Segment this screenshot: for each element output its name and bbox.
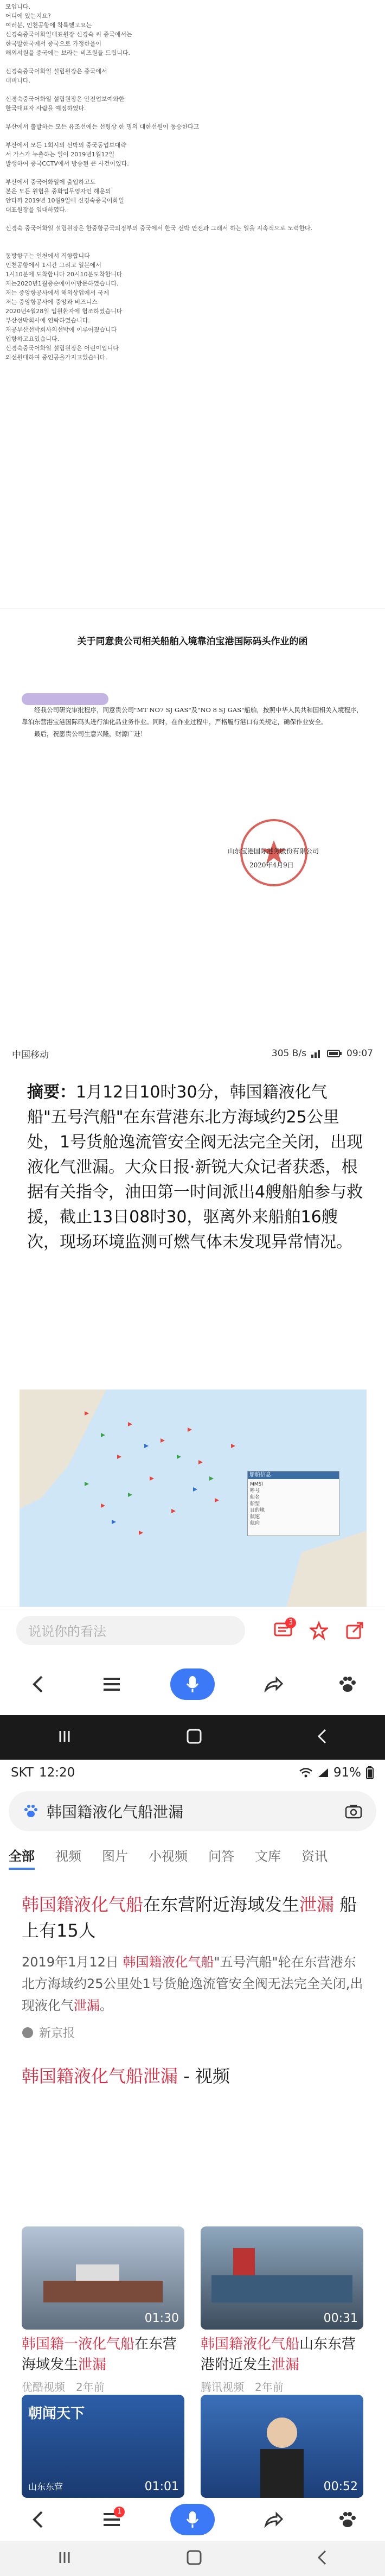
wifi-icon <box>299 1767 313 1778</box>
search-bar[interactable] <box>9 1791 376 1831</box>
post-line: 신경숙 중국어화일 설립원장은 한중항공국의정부의 중국에서 한국 선박 안전과 그래서 하는 일을 지속적으로 노력한다. <box>5 225 313 232</box>
baidu-paw-icon <box>23 1803 39 1819</box>
post-line: 인천공항에서 1시간 그리고 일본에서 <box>5 262 101 269</box>
video-title-text: 在东营海域发生 <box>22 2336 177 2373</box>
source-name: 新京报 <box>39 2027 75 2040</box>
share-icon <box>345 1621 364 1640</box>
post-line: 본은 모든 원협을 중화업무영자인 해운의 <box>5 188 111 195</box>
recent-apps-icon <box>56 1728 73 1744</box>
panel-line: 航速 <box>250 1514 260 1520</box>
post-line: 신경숙중국어화일 설립원장은 어린이입니다 <box>5 345 119 352</box>
forward-icon <box>264 1676 283 1692</box>
panel-title: 船舶信息 <box>248 1471 339 1479</box>
back-button[interactable] <box>21 1668 54 1701</box>
chevron-left-icon <box>31 2510 44 2529</box>
snippet-text: "五号汽船"轮在东营港东北方海域约25公里处1号货舱逸流管安全阀无法完全关闭,出现液化气 <box>22 1955 363 2013</box>
snippet-highlight: 韩国籍液化气船 <box>123 1955 214 1970</box>
video-duration: 01:01 <box>144 2480 179 2493</box>
android-system-bar <box>0 2541 385 2576</box>
video-title-highlight: 韩国籍液化气船泄漏 <box>22 2066 178 2086</box>
panel-line: 呼号 <box>250 1488 260 1494</box>
video-card[interactable] <box>22 2226 184 2394</box>
post-line: 동방항구는 인천에서 직항합니다 <box>5 252 90 259</box>
system-back-button[interactable] <box>316 1728 329 1747</box>
article-summary <box>0 1065 385 1255</box>
forward-share-button[interactable] <box>257 1668 290 1701</box>
post-line: 저는 중앙항공사에 중앙과 비즈니스 <box>5 299 98 306</box>
title-highlight: 泄漏 <box>299 1894 335 1915</box>
post-line: 서 가스가 누출하는 일이 2019년1월12일 <box>5 151 115 158</box>
carrier-label: 中国移动 <box>12 1049 49 1061</box>
post-line: 모입니다. <box>5 3 31 10</box>
home-button[interactable] <box>185 2549 203 2568</box>
blank-line <box>5 168 380 177</box>
microphone-icon <box>186 1675 199 1693</box>
video-title-text: - 视频 <box>178 2066 230 2086</box>
clock: 09:07 <box>347 1048 373 1059</box>
result-title[interactable] <box>22 1892 363 1944</box>
video-thumbnail[interactable] <box>22 2395 184 2498</box>
video-section-title[interactable] <box>0 2063 385 2088</box>
result-source <box>22 2024 363 2041</box>
tab-video[interactable]: 视频 <box>55 1849 81 1864</box>
video-duration: 00:52 <box>323 2480 358 2493</box>
post-line: 어디에 있는지요? <box>5 12 51 20</box>
menu-icon <box>102 1676 121 1692</box>
video-card[interactable] <box>201 2395 363 2498</box>
video-duration: 01:30 <box>144 2312 179 2325</box>
letter-body <box>22 704 363 740</box>
camera-icon[interactable] <box>345 1804 362 1819</box>
post-line: 입항하고요있습니다. <box>5 335 60 342</box>
panel-line: 船名 <box>250 1495 260 1500</box>
comment-bar <box>0 1607 385 1653</box>
blank-line <box>5 58 380 67</box>
paw-button[interactable] <box>331 2503 364 2536</box>
redaction-mark <box>22 693 108 705</box>
letter-paragraph: 经我公司研究审批程序，同意贵公司"MT NO7 SJ GAS"及"NO 8 SJ GAS"船舶，按照中华人民共和国相关入境程序，靠泊东营港宝港国际码头进行油化品业务作业。同时，在作业过程中，严格履行港口有关规定，确保作业安全。 <box>22 706 363 726</box>
back-arrow-icon <box>316 2549 329 2566</box>
blank-line <box>5 214 380 224</box>
home-icon <box>185 1728 203 1745</box>
share-button[interactable] <box>341 1616 369 1645</box>
video-age: 2年前 <box>76 2381 105 2394</box>
recent-apps-button[interactable] <box>56 2549 73 2568</box>
browser-nav-bar <box>0 2498 385 2541</box>
video-title-highlight: 泄漏 <box>271 2357 300 2373</box>
microphone-icon <box>186 2510 199 2529</box>
video-card[interactable] <box>22 2395 184 2498</box>
summary-label: 摘要： <box>27 1083 76 1102</box>
post-line: 여러분, 인천공항에 착륙했고요는 <box>5 22 92 29</box>
post-line: 부산에서 중국어화일에 출입하고도 <box>5 179 96 186</box>
post-line: 안타까 2019년 10월9일에 신경숙중국어화일 <box>5 197 124 204</box>
letter-title: 关于同意贵公司相关船舶入境靠泊宝港国际码头作业的函 <box>77 636 308 647</box>
video-title-highlight: 泄漏 <box>78 2357 107 2373</box>
video-age: 2年前 <box>255 2381 284 2394</box>
video-source: 优酷视频 <box>22 2381 65 2394</box>
home-icon <box>185 2549 203 2566</box>
ship-info-panel <box>247 1471 339 1536</box>
battery-icon <box>365 1766 374 1780</box>
video-title <box>22 2334 184 2375</box>
post-line: 부산선박회사에 연락하였습니다. <box>5 317 90 324</box>
video-thumbnail[interactable] <box>22 2226 184 2330</box>
video-title-text: 山东东营港附近发生 <box>201 2336 356 2373</box>
battery-icon <box>327 1049 342 1058</box>
voice-button[interactable] <box>170 1668 215 1700</box>
letter-paragraph: 最后，祝愿贵公司生意兴隆，财源广进！ <box>34 730 146 738</box>
status-bar <box>0 1760 385 1786</box>
post-line: 해외서원을 중국에는 보라는 비즈원들 드립니다. <box>5 49 131 56</box>
status-bar <box>0 1042 385 1065</box>
paw-button[interactable] <box>331 1668 364 1701</box>
program-subtitle: 山东东营 <box>28 2482 63 2492</box>
panel-line: MMSI <box>250 1482 263 1487</box>
tab-qa[interactable]: 问答 <box>208 1849 234 1864</box>
video-title-highlight: 韩国籍一液化气船 <box>22 2336 135 2352</box>
blank-line <box>5 233 380 242</box>
back-arrow-icon <box>316 1728 329 1745</box>
tab-library[interactable]: 文库 <box>255 1849 281 1864</box>
news-app-screenshot <box>0 1042 385 1715</box>
post-line: 2020년4월28일 입원환자에 협조하였습니다 <box>5 308 123 315</box>
battery-percent: 91% <box>333 1766 361 1780</box>
comment-count-badge: 3 <box>285 1617 296 1628</box>
post-line: 저공부산선박회사의선박에 이루어졌습니다 <box>5 326 117 333</box>
signal-icon <box>311 1049 323 1058</box>
video-thumbnail[interactable] <box>201 2226 363 2330</box>
post-line: 신경숙중국어화일대표원장 신경숙 씨 중국에서는 <box>5 31 132 38</box>
home-button[interactable] <box>185 1728 203 1747</box>
tab-news[interactable]: 资讯 <box>301 1849 328 1864</box>
blank-line <box>5 85 380 94</box>
tab-images[interactable]: 图片 <box>102 1849 128 1864</box>
recent-apps-button[interactable] <box>56 1728 73 1747</box>
post-line: 한국대표자 사람을 예정하였다. <box>5 105 86 112</box>
recent-apps-icon <box>56 2549 73 2566</box>
post-line: 발생하여 중국CCTV에서 방송된 큰 사건이었다. <box>5 160 129 167</box>
post-line: 한국발한국에서 중국으로 가정한을이 <box>5 40 102 47</box>
program-logo: 朝闻天下 <box>28 2406 85 2422</box>
menu-badge: 1 <box>114 2507 125 2517</box>
source-logo-icon <box>22 2027 34 2039</box>
tab-all[interactable]: 全部 <box>9 1845 35 1870</box>
letter-signature: 山东宝港国际港务股份有限公司 <box>228 847 319 855</box>
favorite-button[interactable] <box>305 1616 333 1645</box>
video-source: 腾讯视频 <box>201 2381 244 2394</box>
blank-line <box>5 131 380 141</box>
menu-button[interactable] <box>95 1668 128 1701</box>
search-query[interactable]: 韩国籍液化气船泄漏 <box>47 1803 184 1821</box>
post-line: 부산에서 모든 1회시의 선박의 중국동업보대략 <box>5 142 126 149</box>
forward-share-button[interactable] <box>257 2503 290 2536</box>
video-meta <box>201 2378 363 2394</box>
clock: 12:20 <box>39 1766 75 1780</box>
letter-date: 2020年4月9日 <box>249 861 294 869</box>
post-line: 부산에서 출발하는 모든 유조선에는 선령상 한 명의 대한선원이 동승한다고 <box>5 123 200 130</box>
comments-button[interactable] <box>269 1616 297 1645</box>
forward-icon <box>264 2511 283 2528</box>
menu-button[interactable] <box>95 2503 128 2536</box>
post-line: 신경숙중국어화일 설립원장은 안전업보예와한 <box>5 96 125 103</box>
search-app-screenshot <box>0 1760 385 2576</box>
post-line: 의선원대하여 중인공을가지고있습니다. <box>5 354 107 361</box>
video-duration: 00:31 <box>323 2312 358 2325</box>
video-card[interactable] <box>201 2226 363 2394</box>
result-snippet <box>22 1951 363 2016</box>
chevron-left-icon <box>31 1674 44 1694</box>
search-result[interactable] <box>0 1870 385 2041</box>
title-text: 在东营附近海域发生 <box>143 1894 300 1915</box>
back-button[interactable] <box>21 2503 54 2536</box>
panel-line: 目的地 <box>250 1508 265 1513</box>
post-line: 1시10분에 도착합니다 20시10분도착합니다 <box>5 271 123 278</box>
post-line: 대표원장을 임대하였다. <box>5 206 67 213</box>
post-line: 저는 중앙항공사에서 해외상업에서 국제 <box>5 289 110 296</box>
video-title-highlight: 韩国籍液化气船 <box>201 2336 300 2352</box>
paw-icon <box>338 2510 357 2529</box>
post-line: 신경숙중국어화일 설립원장은 중국에서 <box>5 68 107 75</box>
post-line: 대비니다. <box>5 77 31 84</box>
snippet-date: 2019年1月12日 <box>22 1955 123 1970</box>
tab-short-video[interactable]: 小视频 <box>149 1849 188 1864</box>
video-meta <box>22 2378 184 2394</box>
title-highlight: 韩国籍液化气船 <box>22 1894 144 1915</box>
signal-icon <box>317 1767 329 1778</box>
summary-text: 1月12日10时30分，韩国籍液化气船"五号汽船"在东营港东北方海域约25公里处，1号货舱逸流管安全阀无法完全关闭，出现液化气泄漏。大众日报·新锐大众记者获悉，根据有关指令，油田第一时间派出4艘船舶参与救援，截止13日08时30，驱离外来船舶16艘次，现场环境监测可燃气体未发现异常情况。 <box>27 1083 363 1252</box>
search-tabs <box>0 1831 385 1870</box>
title-text: 船上有15人 <box>22 1894 357 1941</box>
browser-nav-bar <box>0 1653 385 1715</box>
paw-icon <box>338 1675 357 1693</box>
snippet-highlight: 泄漏 <box>74 1998 100 2013</box>
panel-line: 船型 <box>250 1501 260 1507</box>
post-line: 저는2020년1월중순에이어방문하였습니다. <box>5 280 119 287</box>
video-title <box>201 2334 363 2375</box>
panel-line: 航向 <box>250 1521 260 1526</box>
snippet-text: 。 <box>100 1998 113 2013</box>
official-letter <box>0 608 385 1042</box>
carrier-label: SKT <box>11 1766 34 1780</box>
video-thumbnail[interactable] <box>201 2395 363 2498</box>
blank-line <box>5 113 380 122</box>
comment-input[interactable]: 说说你的看法 <box>16 1616 245 1645</box>
voice-button[interactable] <box>170 2504 215 2535</box>
network-speed: 305 B/s <box>271 1048 306 1059</box>
star-icon <box>310 1621 328 1640</box>
android-system-bar <box>0 1715 385 1760</box>
blank-line <box>5 242 380 251</box>
korean-post <box>0 0 385 608</box>
system-back-button[interactable] <box>316 2549 329 2568</box>
